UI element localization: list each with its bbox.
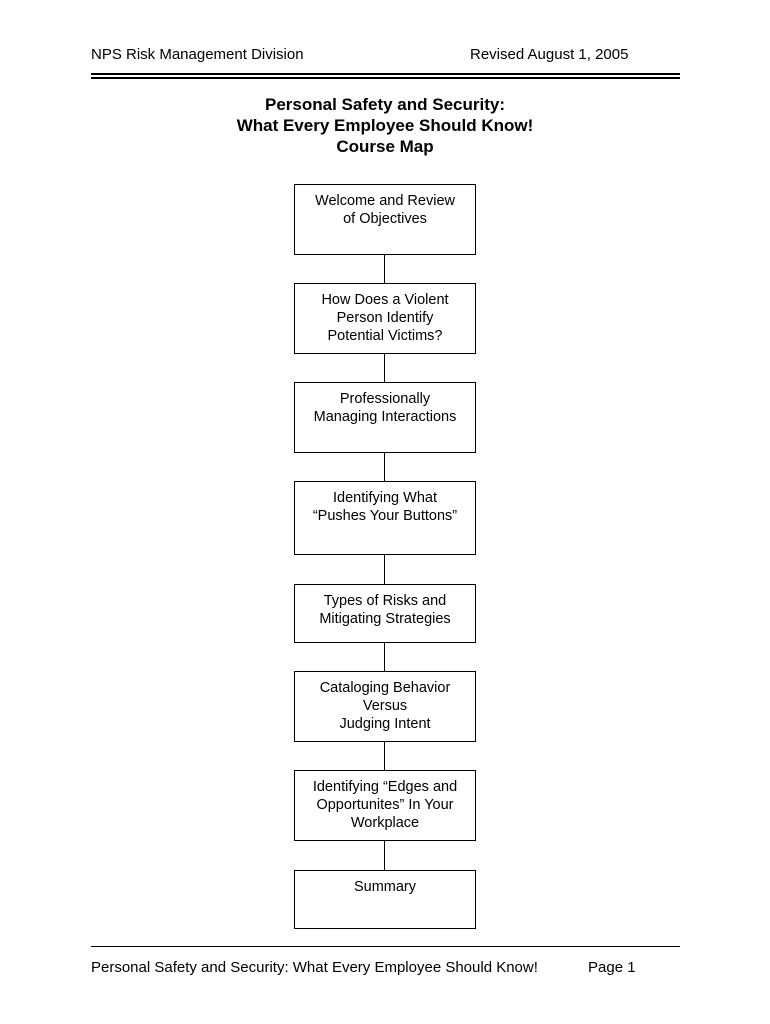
header-division: NPS Risk Management Division — [91, 46, 304, 63]
header-rule-bottom — [91, 77, 680, 79]
title-line-3: Course Map — [336, 137, 434, 156]
step-box-pushes-buttons: Identifying What “Pushes Your Buttons” — [294, 481, 476, 555]
step-box-summary: Summary — [294, 870, 476, 929]
step-box-cataloging-behavior: Cataloging Behavior Versus Judging Intent — [294, 671, 476, 742]
connector-line — [384, 354, 385, 382]
connector-line — [384, 742, 385, 770]
step-box-violent-person: How Does a Violent Person Identify Potential Victims? — [294, 283, 476, 354]
step-box-edges-opportunities: Identifying “Edges and Opportunites” In Your Workplace — [294, 770, 476, 841]
connector-line — [384, 453, 385, 481]
connector-line — [384, 643, 385, 671]
header-rule-top — [91, 73, 680, 75]
title-line-1: Personal Safety and Security: — [265, 95, 505, 114]
step-box-risks-strategies: Types of Risks and Mitigating Strategies — [294, 584, 476, 643]
connector-line — [384, 555, 385, 584]
connector-line — [384, 841, 385, 870]
header-revised-date: Revised August 1, 2005 — [470, 46, 629, 63]
footer-rule — [91, 946, 680, 947]
title-line-2: What Every Employee Should Know! — [236, 116, 534, 135]
footer-course-title: Personal Safety and Security: What Every Employee Should Know! — [91, 959, 538, 976]
step-box-welcome: Welcome and Review of Objectives — [294, 184, 476, 255]
connector-line — [384, 255, 385, 283]
footer-page-number: Page 1 — [588, 959, 636, 976]
step-box-managing-interactions: Professionally Managing Interactions — [294, 382, 476, 453]
